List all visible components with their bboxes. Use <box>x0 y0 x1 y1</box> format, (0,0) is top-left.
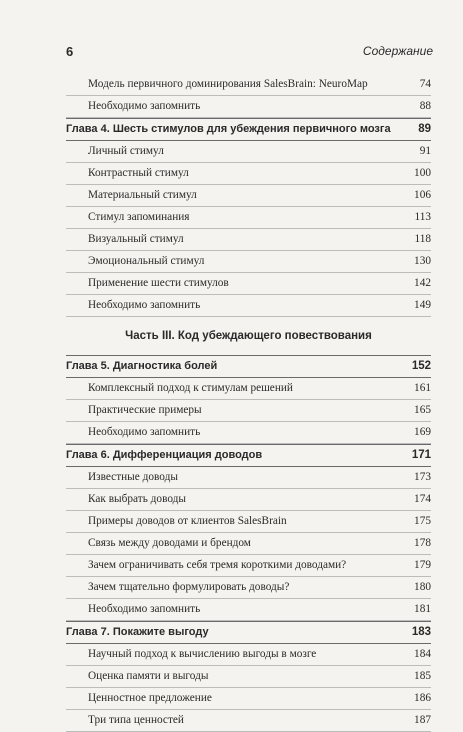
toc-entry[interactable] <box>66 295 431 317</box>
toc-entry[interactable] <box>66 400 431 422</box>
toc-page-number: 181 <box>412 599 431 620</box>
toc-page-number: 113 <box>412 207 431 228</box>
toc-entry-title: Связь между доводами и брендом <box>88 533 253 554</box>
toc-entry[interactable] <box>66 141 431 163</box>
toc-chapter-entry[interactable] <box>66 621 431 644</box>
toc-entry-title: Контрастный стимул <box>88 163 191 184</box>
toc-page-number: 118 <box>412 229 431 250</box>
toc-page-number: 152 <box>410 356 431 377</box>
toc-entry-title: Глава 6. Дифференциация доводов <box>66 445 264 466</box>
toc-entry[interactable] <box>66 229 431 251</box>
toc-entry[interactable] <box>66 555 431 577</box>
toc-entry[interactable] <box>66 666 431 688</box>
toc-entry-title: Необходимо запомнить <box>88 295 202 316</box>
toc-entry[interactable] <box>66 577 431 599</box>
toc-entry-title: Глава 4. Шесть стимулов для убеждения первичного мозга <box>66 119 393 140</box>
toc-entry-title: Материальный стимул <box>88 185 199 206</box>
table-of-contents <box>66 74 431 732</box>
toc-entry[interactable] <box>66 207 431 229</box>
toc-page-number: 185 <box>412 666 431 687</box>
toc-page-number: 161 <box>412 378 431 399</box>
toc-chapter-entry[interactable] <box>66 444 431 467</box>
running-head: Содержание <box>362 44 433 58</box>
toc-page-number: 106 <box>412 185 431 206</box>
toc-entry[interactable] <box>66 422 431 444</box>
page-number: 6 <box>66 44 74 59</box>
toc-page-number: 179 <box>412 555 431 576</box>
toc-chapter-entry[interactable] <box>66 118 431 141</box>
toc-part-heading: Часть III. Код убеждающего повествования <box>125 330 372 342</box>
toc-page-number: 171 <box>410 445 431 466</box>
toc-entry-title: Глава 5. Диагностика болей <box>66 356 219 377</box>
toc-entry[interactable] <box>66 511 431 533</box>
toc-entry-title: Ценностное предложение <box>88 688 214 709</box>
toc-entry-title: Зачем ограничивать себя тремя короткими доводами? <box>88 555 348 576</box>
toc-entry-title: Стимул запоминания <box>88 207 191 228</box>
toc-entry-title: Личный стимул <box>88 141 166 162</box>
toc-entry-title: Зачем тщательно формулировать доводы? <box>88 577 291 598</box>
toc-page-number: 74 <box>418 74 431 95</box>
toc-entry[interactable] <box>66 489 431 511</box>
toc-page-number: 173 <box>412 467 431 488</box>
toc-entry-title: Научный подход к вычислению выгоды в мозге <box>88 644 318 665</box>
toc-page-number: 89 <box>416 119 431 140</box>
toc-entry-title: Модель первичного доминирования SalesBrain: NeuroMap <box>88 74 370 95</box>
toc-entry-title: Необходимо запомнить <box>88 422 202 443</box>
toc-entry[interactable] <box>66 163 431 185</box>
toc-entry[interactable] <box>66 467 431 489</box>
toc-page-number: 175 <box>412 511 431 532</box>
page-header <box>66 44 433 64</box>
toc-entry-title: Как выбрать доводы <box>88 489 188 510</box>
toc-page-number: 180 <box>412 577 431 598</box>
toc-page-number: 88 <box>418 96 431 117</box>
toc-entry-title: Визуальный стимул <box>88 229 186 250</box>
toc-entry[interactable] <box>66 710 431 732</box>
toc-entry-title: Три типа ценностей <box>88 710 186 731</box>
toc-entry[interactable] <box>66 185 431 207</box>
toc-entry[interactable] <box>66 644 431 666</box>
toc-page-number: 186 <box>412 688 431 709</box>
toc-page-number: 174 <box>412 489 431 510</box>
toc-page-number: 130 <box>412 251 431 272</box>
toc-entry[interactable] <box>66 533 431 555</box>
toc-entry-title: Оценка памяти и выгоды <box>88 666 210 687</box>
toc-page-number: 183 <box>410 622 431 643</box>
toc-entry-title: Эмоциональный стимул <box>88 251 206 272</box>
toc-page-number: 178 <box>412 533 431 554</box>
toc-entry-title: Глава 7. Покажите выгоду <box>66 622 211 643</box>
toc-entry[interactable] <box>66 378 431 400</box>
toc-entry-title: Применение шести стимулов <box>88 273 231 294</box>
toc-page-number: 184 <box>412 644 431 665</box>
toc-entry-title: Комплексный подход к стимулам решений <box>88 378 295 399</box>
toc-page-number: 149 <box>412 295 431 316</box>
toc-entry[interactable] <box>66 273 431 295</box>
toc-page-number: 187 <box>412 710 431 731</box>
toc-page-number: 169 <box>412 422 431 443</box>
toc-entry[interactable] <box>66 74 431 96</box>
toc-entry[interactable] <box>66 251 431 273</box>
toc-entry[interactable] <box>66 688 431 710</box>
toc-page-number: 165 <box>412 400 431 421</box>
toc-entry-title: Необходимо запомнить <box>88 96 202 117</box>
toc-page-number: 100 <box>412 163 431 184</box>
toc-entry[interactable] <box>66 96 431 118</box>
toc-entry[interactable] <box>66 599 431 621</box>
toc-page-number: 91 <box>418 141 431 162</box>
toc-entry-title: Практические примеры <box>88 400 204 421</box>
toc-chapter-entry[interactable] <box>66 355 431 378</box>
toc-page-number: 142 <box>412 273 431 294</box>
toc-entry-title: Примеры доводов от клиентов SalesBrain <box>88 511 289 532</box>
toc-entry-title: Необходимо запомнить <box>88 599 202 620</box>
toc-entry-title: Известные доводы <box>88 467 180 488</box>
